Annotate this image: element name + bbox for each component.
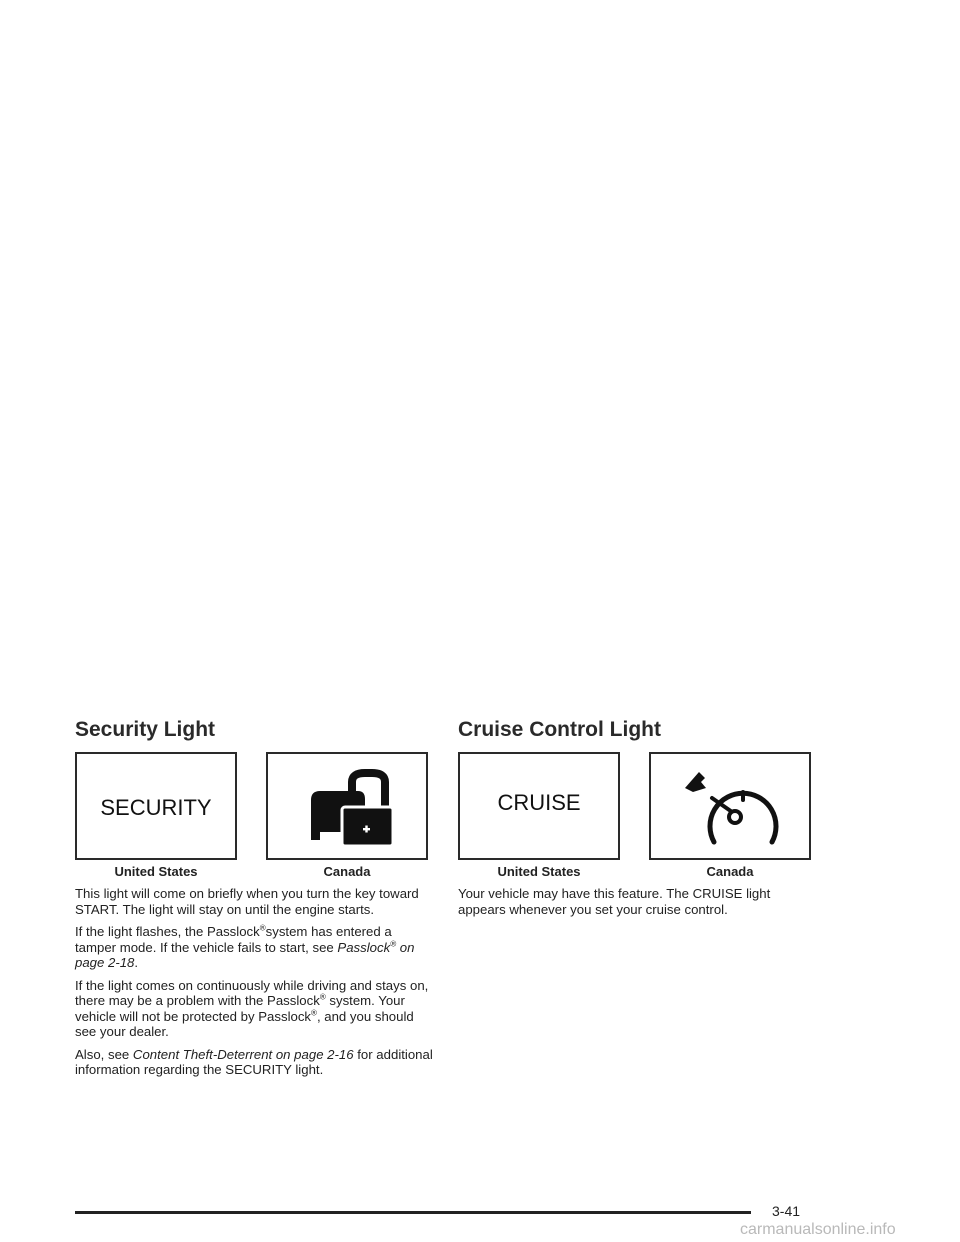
security-us-panel [75, 752, 237, 860]
cruise-section [458, 716, 818, 924]
security-body [75, 886, 435, 1078]
speedometer-icon [651, 754, 809, 858]
cruise-captions [458, 864, 818, 886]
security-paragraph-4: Also, see Content Theft-Deterrent on page 2-16 for additional information regarding the SECURITY light. [75, 1046, 433, 1077]
passlock-page-reference[interactable]: Passlock® on page 2-18 [75, 939, 415, 970]
security-caption-canada: Canada [323, 864, 371, 879]
vehicle-padlock-icon [268, 754, 426, 858]
security-indicator-panels [75, 752, 435, 864]
security-caption-us: United States [114, 864, 198, 879]
cruise-paragraph-1: Your vehicle may have this feature. The CRUISE light appears whenever you set your cruise control. [458, 886, 771, 917]
cruise-heading: Cruise Control Light [458, 718, 661, 741]
cruise-caption-canada: Canada [706, 864, 754, 879]
security-paragraph-2: If the light flashes, the Passlock®system has entered a tamper mode. If the vehicle fails to start, see Passlock® on page 2-18. [75, 923, 415, 970]
page-number: 3-41 [772, 1203, 801, 1219]
cruise-canada-panel [649, 752, 811, 860]
content-theft-deterrent-reference[interactable]: Content Theft-Deterrent on page 2-16 [132, 1046, 354, 1062]
site-watermark: carmanualsonline.info [740, 1221, 896, 1238]
cruise-indicator-panels [458, 752, 818, 864]
security-canada-panel [266, 752, 428, 860]
security-captions [75, 864, 435, 886]
security-us-label: SECURITY [100, 795, 212, 820]
cruise-body [458, 886, 818, 917]
security-paragraph-3: If the light comes on continuously while driving and stays on, there may be a problem with the Passlock® system. Your vehicle will not be protected by Passlock®, and you should see your dealer. [75, 977, 429, 1039]
security-heading: Security Light [75, 718, 216, 741]
cruise-us-panel [458, 752, 620, 860]
cruise-caption-us: United States [497, 864, 581, 879]
cruise-us-label: CRUISE [497, 790, 581, 815]
footer-rule [75, 1211, 751, 1214]
security-section [75, 716, 435, 1085]
security-paragraph-1: This light will come on briefly when you turn the key toward START. The light will stay on until the engine starts. [75, 886, 419, 917]
